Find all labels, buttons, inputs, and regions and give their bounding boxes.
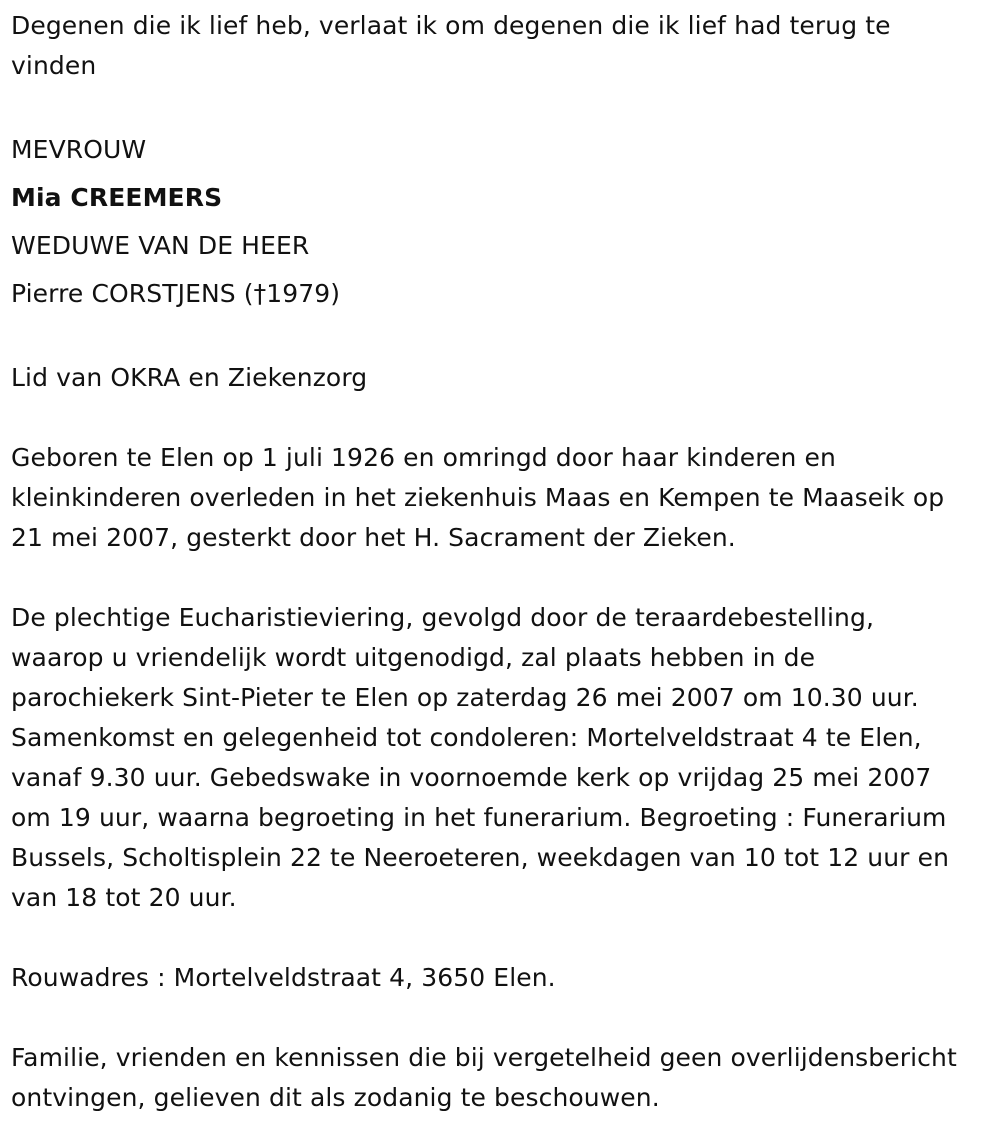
mourning-address: Rouwadres : Mortelveldstraat 4, 3650 Elen. <box>11 963 556 992</box>
widow-of-label: WEDUWE VAN DE HEER <box>11 231 310 260</box>
spacer <box>11 998 969 1038</box>
spacer <box>11 318 969 358</box>
membership-text: Lid van OKRA en Ziekenzorg <box>11 363 368 392</box>
salutation: MEVROUW <box>11 135 147 164</box>
spacer <box>11 398 969 438</box>
spacer <box>11 558 969 598</box>
closing-paragraph: Familie, vrienden en kennissen die bij vergetelheid geen overlijdensbericht ontvingen, gelieven dit als zodanig te beschouwen. <box>11 1043 957 1112</box>
deceased-name: Mia CREEMERS <box>11 183 223 212</box>
spacer <box>11 918 969 958</box>
ceremony-paragraph: De plechtige Eucharistieviering, gevolgd door de teraardebestelling, waarop u vriendelijk wordt uitgenodigd, zal plaats hebben in de parochiekerk Sint-Pieter te Elen op zaterdag 26 mei 2007 om 10.30 uur. Samenkomst en gelegenheid tot condoleren: Mortelveldstraat 4 te Elen, vanaf 9.30 uur. Gebedswake in voornoemde kerk op vrijdag 25 mei 2007 om 19 uur, waarna begroeting in het funerarium. Begroeting : Funerarium Bussels, Scholtisplein 22 te Neeroeteren, weekdagen van 10 tot 12 uur en van 18 tot 20 uur. <box>11 603 950 912</box>
opening-quote: Degenen die ik lief heb, verlaat ik om degenen die ik lief had terug te vinden <box>11 11 891 80</box>
spacer <box>11 86 969 126</box>
spouse-name: Pierre CORSTJENS (†1979) <box>11 279 341 308</box>
birth-death-paragraph: Geboren te Elen op 1 juli 1926 en omringd door haar kinderen en kleinkinderen overleden in het ziekenhuis Maas en Kempen te Maaseik op 21 mei 2007, gesterkt door het H. Sacrament der Zieken. <box>11 443 945 552</box>
